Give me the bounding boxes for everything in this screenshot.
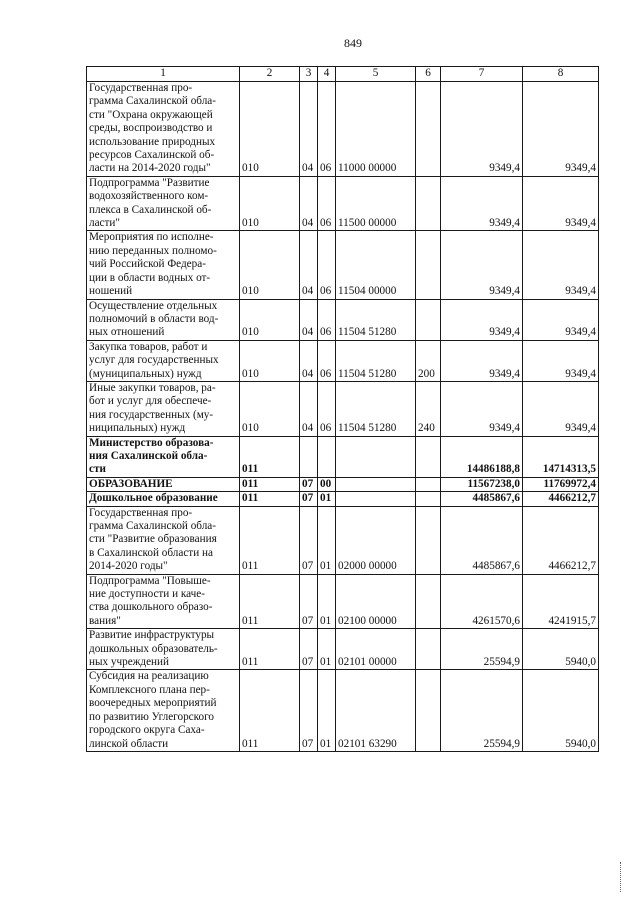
subsection-code-cell: 01 xyxy=(318,574,336,629)
amount-col8-cell: 9349,4 xyxy=(523,299,599,340)
table-row xyxy=(87,340,599,381)
expense-type-cell xyxy=(416,477,441,491)
table-row xyxy=(87,670,599,751)
ministry-code-cell: 010 xyxy=(240,176,300,231)
expense-type-cell xyxy=(416,670,441,751)
table-row xyxy=(87,492,599,506)
ministry-code-cell: 010 xyxy=(240,231,300,299)
section-code-cell: 07 xyxy=(300,574,318,629)
expense-type-cell xyxy=(416,629,441,670)
amount-col7-cell: 9349,4 xyxy=(441,340,523,381)
amount-col7-cell: 9349,4 xyxy=(441,176,523,231)
header-cell-2: 2 xyxy=(240,67,300,82)
header-cell-5: 5 xyxy=(336,67,416,82)
amount-col7-cell: 4261570,6 xyxy=(441,574,523,629)
table-row xyxy=(87,299,599,340)
article-code-cell: 11504 51280 xyxy=(336,340,416,381)
row-name-cell: Подпрограмма "Повыше- ние доступности и каче- ства дошкольного образо- вания" xyxy=(87,574,240,629)
header-cell-7: 7 xyxy=(441,67,523,82)
subsection-code-cell: 00 xyxy=(318,477,336,491)
article-code-cell xyxy=(336,436,416,477)
amount-col8-cell: 11769972,4 xyxy=(523,477,599,491)
amount-col8-cell: 9349,4 xyxy=(523,82,599,177)
header-cell-4: 4 xyxy=(318,67,336,82)
section-code-cell: 07 xyxy=(300,629,318,670)
table-row xyxy=(87,506,599,574)
amount-col7-cell: 14486188,8 xyxy=(441,436,523,477)
ministry-code-cell: 011 xyxy=(240,436,300,477)
subsection-code-cell: 06 xyxy=(318,340,336,381)
row-name-cell: Субсидия на реализацию Комплексного плана пер- воочередных мероприятий по развитию Углегорского городского округа Саха- линской области xyxy=(87,670,240,751)
row-name-cell: Закупка товаров, работ и услуг для государственных (муниципальных) нужд xyxy=(87,340,240,381)
subsection-code-cell: 01 xyxy=(318,492,336,506)
table-row xyxy=(87,436,599,477)
article-code-cell: 11500 00000 xyxy=(336,176,416,231)
section-code-cell: 04 xyxy=(300,82,318,177)
section-code-cell xyxy=(300,436,318,477)
article-code-cell: 02101 00000 xyxy=(336,629,416,670)
subsection-code-cell: 06 xyxy=(318,231,336,299)
amount-col7-cell: 9349,4 xyxy=(441,231,523,299)
article-code-cell: 11504 00000 xyxy=(336,231,416,299)
article-code-cell: 11504 51280 xyxy=(336,381,416,436)
amount-col8-cell: 14714313,5 xyxy=(523,436,599,477)
section-code-cell: 07 xyxy=(300,670,318,751)
table-row xyxy=(87,574,599,629)
amount-col8-cell: 9349,4 xyxy=(523,381,599,436)
header-cell-3: 3 xyxy=(300,67,318,82)
subsection-code-cell xyxy=(318,436,336,477)
subsection-code-cell: 01 xyxy=(318,670,336,751)
expense-type-cell xyxy=(416,574,441,629)
expense-type-cell: 200 xyxy=(416,340,441,381)
table-row xyxy=(87,477,599,491)
amount-col7-cell: 9349,4 xyxy=(441,82,523,177)
amount-col7-cell: 9349,4 xyxy=(441,381,523,436)
expense-type-cell xyxy=(416,176,441,231)
ministry-code-cell: 011 xyxy=(240,492,300,506)
section-code-cell: 07 xyxy=(300,492,318,506)
amount-col7-cell: 11567238,0 xyxy=(441,477,523,491)
expense-type-cell xyxy=(416,492,441,506)
amount-col7-cell: 4485867,6 xyxy=(441,492,523,506)
table-header-row xyxy=(87,67,599,82)
section-code-cell: 04 xyxy=(300,299,318,340)
row-name-cell: Осуществление отдельных полномочий в области вод- ных отношений xyxy=(87,299,240,340)
amount-col7-cell: 4485867,6 xyxy=(441,506,523,574)
ministry-code-cell: 010 xyxy=(240,340,300,381)
section-code-cell: 04 xyxy=(300,176,318,231)
header-cell-6: 6 xyxy=(416,67,441,82)
ministry-code-cell: 011 xyxy=(240,670,300,751)
ministry-code-cell: 011 xyxy=(240,477,300,491)
amount-col8-cell: 4241915,7 xyxy=(523,574,599,629)
article-code-cell xyxy=(336,492,416,506)
margin-mark xyxy=(620,862,622,892)
amount-col8-cell: 4466212,7 xyxy=(523,506,599,574)
header-cell-8: 8 xyxy=(523,67,599,82)
row-name-cell: Иные закупки товаров, ра- бот и услуг для обеспече- ния государственных (му- ниципальных) нужд xyxy=(87,381,240,436)
amount-col7-cell: 9349,4 xyxy=(441,299,523,340)
amount-col8-cell: 4466212,7 xyxy=(523,492,599,506)
ministry-code-cell: 011 xyxy=(240,574,300,629)
row-name-cell: Дошкольное образование xyxy=(87,492,240,506)
expense-type-cell xyxy=(416,82,441,177)
table-row xyxy=(87,629,599,670)
expense-type-cell xyxy=(416,299,441,340)
amount-col7-cell: 25594,9 xyxy=(441,629,523,670)
row-name-cell: Государственная про- грамма Сахалинской обла- сти "Охрана окружающей среды, воспроизводство и использование природных ресурсов Сахалинской об- ласти на 2014-2020 годы" xyxy=(87,82,240,177)
table-row xyxy=(87,381,599,436)
amount-col8-cell: 9349,4 xyxy=(523,340,599,381)
ministry-code-cell: 011 xyxy=(240,506,300,574)
header-cell-1: 1 xyxy=(87,67,240,82)
page-number: 849 xyxy=(344,36,362,50)
article-code-cell: 02100 00000 xyxy=(336,574,416,629)
subsection-code-cell: 06 xyxy=(318,381,336,436)
section-code-cell: 04 xyxy=(300,340,318,381)
article-code-cell: 11000 00000 xyxy=(336,82,416,177)
amount-col8-cell: 9349,4 xyxy=(523,176,599,231)
section-code-cell: 04 xyxy=(300,381,318,436)
section-code-cell: 07 xyxy=(300,477,318,491)
budget-table xyxy=(86,66,599,752)
subsection-code-cell: 06 xyxy=(318,299,336,340)
ministry-code-cell: 010 xyxy=(240,381,300,436)
expense-type-cell xyxy=(416,231,441,299)
subsection-code-cell: 06 xyxy=(318,176,336,231)
row-name-cell: Развитие инфраструктуры дошкольных образователь- ных учреждений xyxy=(87,629,240,670)
article-code-cell: 11504 51280 xyxy=(336,299,416,340)
article-code-cell: 02101 63290 xyxy=(336,670,416,751)
subsection-code-cell: 01 xyxy=(318,629,336,670)
ministry-code-cell: 011 xyxy=(240,629,300,670)
section-code-cell: 04 xyxy=(300,231,318,299)
expense-type-cell xyxy=(416,506,441,574)
amount-col7-cell: 25594,9 xyxy=(441,670,523,751)
section-code-cell: 07 xyxy=(300,506,318,574)
ministry-code-cell: 010 xyxy=(240,82,300,177)
row-name-cell: Подпрограмма "Развитие водохозяйственного ком- плекса в Сахалинской об- ласти" xyxy=(87,176,240,231)
subsection-code-cell: 01 xyxy=(318,506,336,574)
amount-col8-cell: 9349,4 xyxy=(523,231,599,299)
article-code-cell: 02000 00000 xyxy=(336,506,416,574)
amount-col8-cell: 5940,0 xyxy=(523,629,599,670)
table-row xyxy=(87,176,599,231)
ministry-code-cell: 010 xyxy=(240,299,300,340)
subsection-code-cell: 06 xyxy=(318,82,336,177)
row-name-cell: Государственная про- грамма Сахалинской обла- сти "Развитие образования в Сахалинской области на 2014-2020 годы" xyxy=(87,506,240,574)
row-name-cell: Министерство образова- ния Сахалинской обла- сти xyxy=(87,436,240,477)
expense-type-cell xyxy=(416,436,441,477)
row-name-cell: ОБРАЗОВАНИЕ xyxy=(87,477,240,491)
table-row xyxy=(87,231,599,299)
expense-type-cell: 240 xyxy=(416,381,441,436)
row-name-cell: Мероприятия по исполне- нию переданных полномо- чий Российской Федера- ции в области водных от- ношений xyxy=(87,231,240,299)
amount-col8-cell: 5940,0 xyxy=(523,670,599,751)
table-body xyxy=(87,82,599,752)
table-row xyxy=(87,82,599,177)
article-code-cell xyxy=(336,477,416,491)
